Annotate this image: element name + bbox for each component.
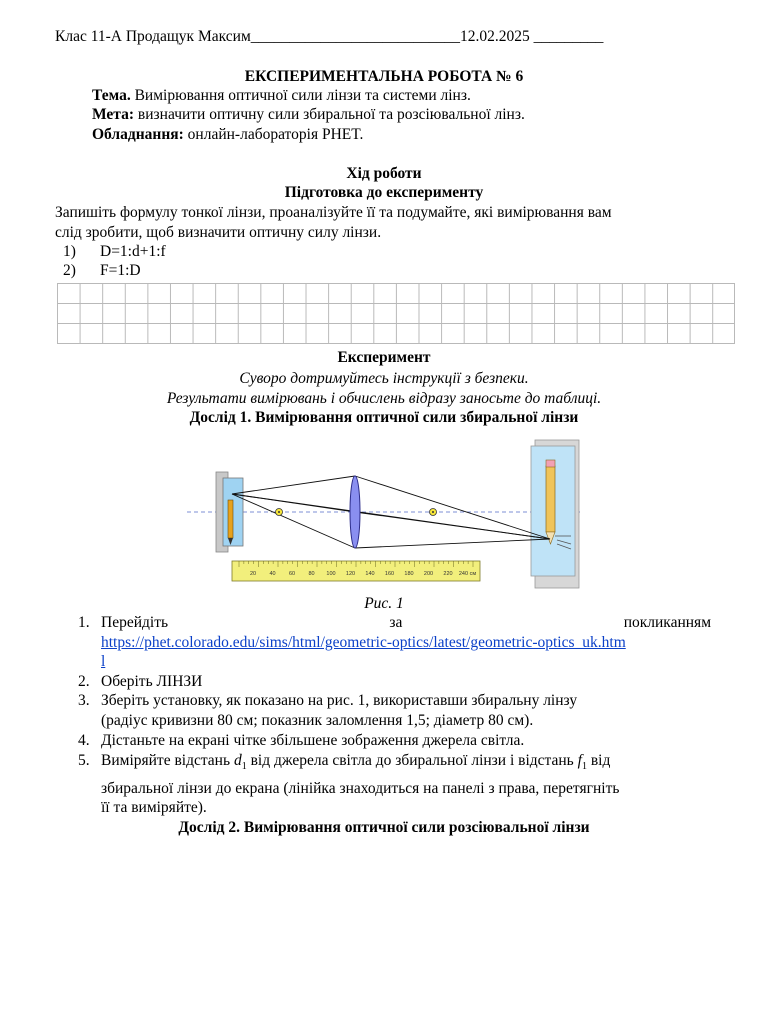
figure-caption: Рис. 1 — [364, 595, 404, 612]
ruler-tick-label: 40 — [269, 571, 276, 577]
lens-setup-figure — [187, 432, 580, 590]
goal-label: Мета: — [92, 106, 135, 123]
equipment-text: онлайн-лабораторія PHET. — [183, 126, 364, 143]
topic-label: Тема. — [92, 87, 131, 104]
date: 12.02.2025 — [460, 28, 530, 45]
step-number: 4. — [78, 732, 90, 749]
phet-link[interactable]: https://phet.colorado.edu/sims/html/geometric-optics/latest/geometric-optics_uk.htm — [101, 634, 626, 651]
header-line — [55, 27, 603, 46]
ruler — [232, 561, 480, 581]
step-5-text-1 — [101, 751, 610, 776]
formula-number: 1) — [63, 243, 76, 260]
ruler-tick-label: 20 — [249, 571, 257, 577]
ruler-tick-label: 220 — [443, 571, 453, 577]
ruler-tick-label: 80 — [308, 571, 315, 577]
page-title: ЕКСПЕРИМЕНТАЛЬНА РОБОТА № 6 — [244, 68, 524, 85]
step-5-text-3: її та виміряйте). — [101, 799, 207, 816]
step-3-text-2: (радіус кривизни 80 см; показник заломлення 1,5; діаметр 80 см). — [101, 712, 534, 729]
step-number: 3. — [78, 692, 90, 709]
exp1-heading: Дослід 1. Вимірювання оптичної сили збиральної лінзи — [189, 409, 579, 426]
step-number: 5. — [78, 752, 90, 769]
converging-lens — [350, 476, 360, 548]
step-1-word: покликанням — [623, 614, 711, 631]
ruler-tick-label: 240 см — [458, 571, 477, 577]
symbol-d: d — [233, 752, 242, 769]
step-4-text: Дістаньте на екрані чітке збільшене зображення джерела світла. — [101, 732, 525, 749]
ruler-tick-label: 180 — [404, 571, 414, 577]
prep-text-2: слід зробити, щоб визначити оптичну силу лінзи. — [55, 224, 382, 241]
equipment-label: Обладнання: — [92, 126, 184, 143]
ruler-tick-label: 120 — [345, 571, 356, 577]
experiment-heading: Експеримент — [337, 349, 431, 366]
progress-heading: Хід роботи — [346, 165, 422, 182]
ruler-tick-label: 100 — [326, 571, 336, 577]
step-3-text-1: Зберіть установку, як показано на рис. 1, використавши збиральну лінзу — [101, 692, 578, 709]
step-5-text-2: збиральної лінзи до екрана (лінійка знаходиться на панелі з права, перетягніть — [101, 780, 620, 797]
ruler-tick-label: 140 — [365, 571, 375, 577]
safety-note: Суворо дотримуйтесь інструкції з безпеки. — [239, 370, 529, 387]
signature-underline: _________ — [533, 28, 604, 45]
step-5-part: від — [586, 752, 611, 769]
student-info: Клас 11-А Продащук Максим — [55, 28, 251, 45]
formula-text: F=1:D — [100, 262, 141, 279]
topic-line — [92, 86, 471, 105]
ruler-tick-label: 160 — [384, 571, 395, 577]
formula-item — [63, 261, 141, 280]
exp2-heading: Дослід 2. Вимірювання оптичної сили розсіювальної лінзи — [178, 819, 590, 836]
topic-text: Вимірювання оптичної сили лінзи та системи лінз. — [130, 87, 471, 104]
prep-text-1: Запишіть формулу тонкої лінзи, проаналізуйте її та подумайте, які вимірювання вам — [55, 204, 612, 221]
ruler-tick-label: 200 — [423, 571, 434, 577]
goal-text: визначити оптичну сили збиральної та розсіювальної лінз. — [134, 106, 525, 123]
symbol-d-sub: 1 — [241, 761, 247, 773]
screen-panel — [531, 440, 579, 588]
phet-link-end[interactable]: l — [101, 653, 106, 670]
light-source-panel — [216, 472, 243, 552]
prep-heading: Підготовка до експерименту — [284, 184, 484, 201]
ruler-tick-label: 60 — [288, 571, 296, 577]
step-1-word: за — [389, 614, 403, 631]
results-note: Результати вимірювань і обчислень відразу заносьте до таблиці. — [166, 390, 602, 407]
symbol-f-sub: 1 — [581, 761, 587, 773]
answer-grid — [57, 283, 735, 344]
step-5-part: Виміряйте відстань — [101, 752, 234, 769]
formula-number: 2) — [63, 262, 76, 279]
equipment-line — [92, 125, 363, 144]
symbol-f: f — [577, 752, 582, 769]
goal-line — [92, 105, 525, 124]
formula-text: D=1:d+1:f — [100, 243, 166, 260]
step-number: 2. — [78, 673, 90, 690]
step-1-word: Перейдіть — [101, 614, 169, 631]
step-1-text — [101, 613, 711, 632]
formula-item — [63, 242, 166, 261]
name-underline: ___________________________ — [250, 28, 461, 45]
step-number: 1. — [78, 614, 90, 631]
step-5-part: від джерела світла до збиральної лінзи і відстань — [246, 752, 578, 769]
step-2-text: Оберіть ЛІНЗИ — [101, 673, 203, 690]
